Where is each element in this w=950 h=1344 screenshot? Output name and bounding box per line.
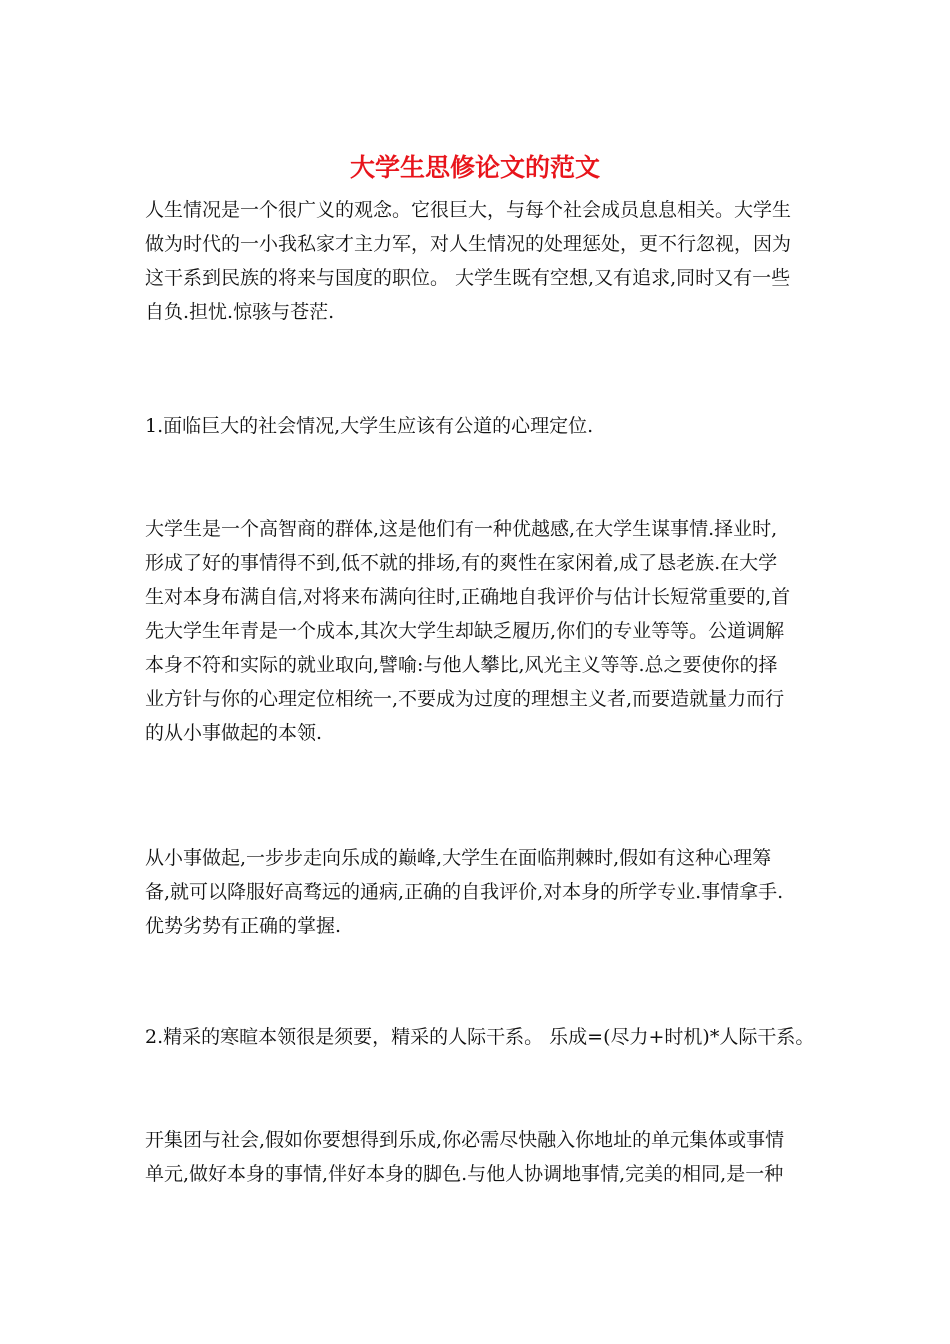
- paragraph-social: [145, 1123, 815, 1191]
- section-heading-2: [145, 1020, 815, 1054]
- paragraph-line: 人生情况是一个很广义的观念。它很巨大，与每个社会成员息息相关。大学生: [145, 199, 792, 221]
- paragraph-line: 大学生是一个高智商的群体,这是他们有一种优越感,在大学生谋事情.择业时,: [145, 518, 778, 540]
- paragraph-line: 先大学生年青是一个成本,其次大学生却缺乏履历,你们的专业等等。公道调解: [145, 620, 785, 642]
- paragraph-line: 做为时代的一小我私家才主力军，对人生情况的处理惩处，更不行忽视，因为: [145, 233, 792, 255]
- paragraph-small-steps: [145, 841, 815, 943]
- paragraph-line: 形成了好的事情得不到,低不就的排场,有的爽性在家闲着,成了恳老族.在大学: [145, 552, 778, 574]
- paragraph-line: 的从小事做起的本领.: [145, 722, 323, 744]
- paragraph-line: 业方针与你的心理定位相统一,不要成为过度的理想主义者,而要造就量力而行: [145, 688, 785, 710]
- paragraph-intro: [145, 193, 815, 329]
- paragraph-line: 生对本身布满自信,对将来布满向往时,正确地自我评价与估计长短常重要的,首: [145, 586, 791, 608]
- paragraph-line: 备,就可以降服好高骛远的通病,正确的自我评价,对本身的所学专业.事情拿手.: [145, 881, 784, 903]
- paragraph-self-positioning: [145, 512, 815, 750]
- paragraph-line: 优势劣势有正确的掌握.: [145, 915, 342, 937]
- paragraph-line: 这干系到民族的将来与国度的职位。 大学生既有空想,又有追求,同时又有一些: [145, 267, 791, 289]
- paragraph-line: 自负.担忧.惊骇与苍茫.: [145, 301, 335, 323]
- paragraph-line: 1.面临巨大的社会情况,大学生应该有公道的心理定位.: [145, 415, 594, 437]
- paragraph-line: 从小事做起,一步步走向乐成的巅峰,大学生在面临荆棘时,假如有这种心理筹: [145, 847, 772, 869]
- paragraph-line: 单元,做好本身的事情,伴好本身的脚色.与他人协调地事情,完美的相同,是一种: [145, 1163, 784, 1185]
- section-heading-1: [145, 409, 815, 443]
- paragraph-line: 开集团与社会,假如你要想得到乐成,你必需尽快融入你地址的单元集体或事情: [145, 1129, 785, 1151]
- document-title: 大学生思修论文的范文: [349, 153, 600, 182]
- paragraph-line: 本身不符和实际的就业取向,譬喻:与他人攀比,风光主义等等.总之要使你的择: [145, 654, 778, 676]
- paragraph-line: 2.精采的寒暄本领很是须要，精采的人际干系。 乐成=(尽力+时机)*人际干系。: [145, 1026, 815, 1048]
